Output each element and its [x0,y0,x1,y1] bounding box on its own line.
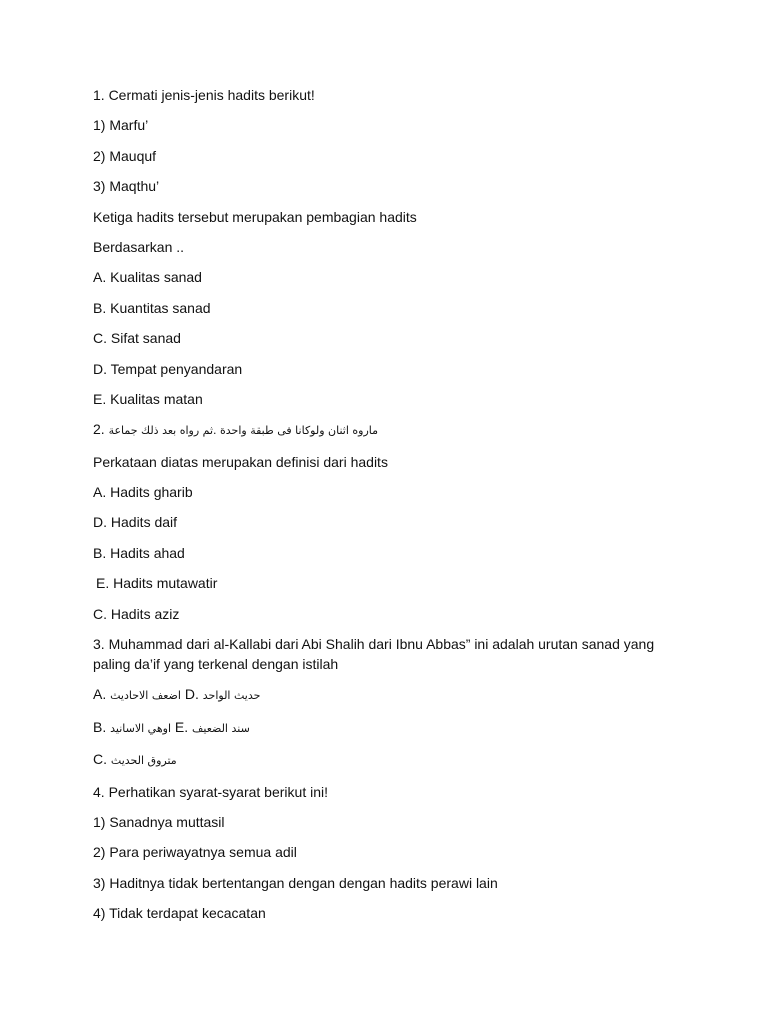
question-1-item: 2) Mauquf [93,147,157,164]
question-2-number: 2. [93,421,105,438]
question-4-item: 2) Para periwayatnya semua adil [93,844,297,861]
question-1-text: Ketiga hadits tersebut merupakan pembagian hadits [93,208,417,225]
question-3-option-row [93,717,683,739]
arabic-option-text: اضعف الاحاديث [110,689,181,703]
question-2-option-b: B. Hadits ahad [93,544,185,561]
question-1-option-a: A. Kualitas sanad [93,269,202,286]
question-2-option-d: D. Hadits daif [93,514,178,531]
option-label: D. [184,686,199,703]
question-4-item: 1) Sanadnya muttasil [93,813,225,830]
question-3-option-row [93,684,683,706]
question-4-item: 3) Haditnya tidak bertentangan dengan dengan hadits perawi lain [93,874,498,891]
question-1-text: Berdasarkan .. [93,238,185,255]
document-content [93,85,683,934]
question-1-item: 1) Marfu’ [93,117,149,134]
arabic-option-text: اوهي الاسانيد [110,721,172,735]
question-2-option-c: C. Hadits aziz [93,605,180,622]
arabic-option-text: متروق الحديث [110,754,177,768]
question-1-option-d: D. Tempat penyandaran [93,360,243,377]
question-4-item: 4) Tidak terdapat kecacatan [93,905,266,922]
option-label: B. [93,718,107,735]
question-1-stem: 1. Cermati jenis-jenis hadits berikut! [93,87,315,103]
question-2-option-e: E. Hadits mutawatir [96,575,218,592]
question-1-option-c: C. Sifat sanad [93,330,181,347]
option-label: E. [174,718,189,735]
question-1-option-e: E. Kualitas matan [93,390,203,407]
question-2-text: Perkataan diatas merupakan definisi dari hadits [93,453,388,470]
arabic-option-text: سند الضعيف [192,721,250,735]
question-3-option-row [93,749,683,771]
question-2-option-a: A. Hadits gharib [93,484,193,501]
option-label: C. [93,751,107,768]
question-3-stem: 3. Muhammad dari al-Kallabi dari Abi Shalih dari Ibnu Abbas” ini adalah urutan sanad yang paling da’if yang terkenal dengan istilah [93,636,655,673]
question-1-item: 3) Maqthu’ [93,178,160,195]
question-2-arabic-text: ماروه اثنان ولوكانا فى طبقة واحدة .ثم رواه بعد ذلك جماعة [108,424,379,438]
question-1-option-b: B. Kuantitas sanad [93,299,211,316]
question-2-stem [93,419,683,441]
question-4-stem: 4. Perhatikan syarat-syarat berikut ini! [93,783,328,800]
arabic-option-text: حديث الواحد [202,689,261,703]
option-label: A. [93,686,107,703]
